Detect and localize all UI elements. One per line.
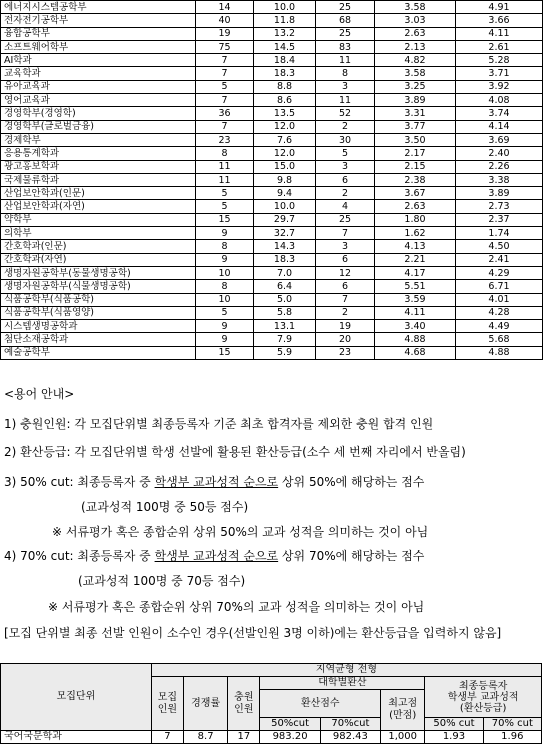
grade70-value: 4.01 bbox=[456, 293, 543, 306]
col-header-grade70: 70% cut bbox=[483, 718, 541, 731]
grade70-value: 2.41 bbox=[456, 253, 543, 266]
col-header-cut70: 70%cut bbox=[320, 718, 380, 731]
quota-value: 7 bbox=[196, 54, 254, 67]
ratio-value: 18.3 bbox=[254, 67, 316, 80]
col-header-ratio: 경쟁률 bbox=[184, 677, 228, 731]
quota-value: 9 bbox=[196, 227, 254, 240]
table-row bbox=[1, 27, 543, 40]
extra-value: 4 bbox=[316, 200, 375, 213]
grade50-value: 3.58 bbox=[375, 67, 456, 80]
extra-value: 3 bbox=[316, 240, 375, 253]
ratio-value: 12.0 bbox=[254, 120, 316, 133]
extra-value: 6 bbox=[316, 280, 375, 293]
table-row bbox=[1, 80, 543, 93]
table-row bbox=[1, 346, 543, 359]
ratio-value: 10.0 bbox=[254, 1, 316, 14]
table-row bbox=[1, 147, 543, 160]
table-row bbox=[1, 240, 543, 253]
table-row bbox=[1, 213, 543, 226]
grade50-value: 1.80 bbox=[375, 213, 456, 226]
grade70-value: 2.73 bbox=[456, 200, 543, 213]
grade50-value: 3.58 bbox=[375, 1, 456, 14]
note-item-3 bbox=[4, 473, 424, 490]
grade50-value: 4.82 bbox=[375, 54, 456, 67]
ratio-value: 15.0 bbox=[254, 160, 316, 173]
col-header-grade50: 50% cut bbox=[425, 718, 483, 731]
ratio-value: 8.6 bbox=[254, 94, 316, 107]
unit-name: 식품공학부(식품공학) bbox=[1, 293, 196, 306]
note-item-4-emphasis: 학생부 교과성적 순으로 bbox=[154, 549, 279, 563]
note-item-2: 2) 환산등급: 각 모집단위별 학생 선발에 활용된 환산등급(소수 세 번째 자리에서 반올림) bbox=[4, 445, 466, 459]
grade70-value: 2.40 bbox=[456, 147, 543, 160]
unit-name: 전자전기공학부 bbox=[1, 14, 196, 27]
ratio-value: 9.8 bbox=[254, 173, 316, 186]
table-row bbox=[1, 94, 543, 107]
notes-footer: [모집 단위별 최종 선발 인원이 소수인 경우(선발인원 3명 이하)에는 환산등급을 입력하지 않음] bbox=[4, 626, 502, 640]
extra-value: 2 bbox=[316, 306, 375, 319]
ratio-value: 7.9 bbox=[254, 333, 316, 346]
extra-value: 8 bbox=[316, 67, 375, 80]
quota-value: 10 bbox=[196, 266, 254, 279]
extra-value: 25 bbox=[316, 213, 375, 226]
ratio-value: 14.3 bbox=[254, 240, 316, 253]
quota-value: 15 bbox=[196, 346, 254, 359]
unit-name: 산업보안학과(인문) bbox=[1, 187, 196, 200]
grade70-value: 4.49 bbox=[456, 320, 543, 333]
unit-name: AI학과 bbox=[1, 54, 196, 67]
extra-value: 19 bbox=[316, 320, 375, 333]
note-item-3-emphasis: 학생부 교과성적 순으로 bbox=[154, 475, 279, 489]
ratio-value: 8.8 bbox=[254, 80, 316, 93]
grade50-value: 3.59 bbox=[375, 293, 456, 306]
table-row bbox=[1, 1, 543, 14]
grade50-value: 3.31 bbox=[375, 107, 456, 120]
unit-name: 광고홍보학과 bbox=[1, 160, 196, 173]
quota-value: 14 bbox=[196, 1, 254, 14]
col-header-max-score: 최고점 (만점) bbox=[381, 690, 425, 731]
extra-value: 25 bbox=[316, 1, 375, 14]
ratio-value: 7.0 bbox=[254, 266, 316, 279]
ratio-value: 10.0 bbox=[254, 200, 316, 213]
extra-value: 7 bbox=[316, 293, 375, 306]
unit-name: 생명자원공학부(동물생명공학) bbox=[1, 266, 196, 279]
unit-name: 국어국문학과 bbox=[1, 731, 152, 744]
max-score-value: 1,000 bbox=[381, 731, 425, 744]
grade70-value: 3.69 bbox=[456, 133, 543, 146]
table-row bbox=[1, 54, 543, 67]
unit-name: 시스템생명공학과 bbox=[1, 320, 196, 333]
note-item-3-sub: (교과성적 100명 중 50등 점수) bbox=[81, 500, 249, 514]
grade50-value: 4.68 bbox=[375, 346, 456, 359]
ratio-value: 7.6 bbox=[254, 133, 316, 146]
ratio-value: 6.4 bbox=[254, 280, 316, 293]
quota-value: 40 bbox=[196, 14, 254, 27]
grade70-value: 4.50 bbox=[456, 240, 543, 253]
grade50-value: 3.03 bbox=[375, 14, 456, 27]
note-item-4-suffix: 상위 70%에 해당하는 점수 bbox=[278, 549, 425, 563]
table-row bbox=[1, 227, 543, 240]
grade50-value: 4.17 bbox=[375, 266, 456, 279]
unit-name: 경영학부(글로벌금융) bbox=[1, 120, 196, 133]
table-row bbox=[1, 280, 543, 293]
admission-results-body bbox=[1, 1, 543, 360]
ratio-value: 14.5 bbox=[254, 40, 316, 53]
extra-value: 11 bbox=[316, 54, 375, 67]
grade50-value: 3.25 bbox=[375, 80, 456, 93]
extra-value: 2 bbox=[316, 120, 375, 133]
ratio-value: 5.0 bbox=[254, 293, 316, 306]
ratio-value: 11.8 bbox=[254, 14, 316, 27]
grade70-value: 4.88 bbox=[456, 346, 543, 359]
unit-name: 소프트웨어학부 bbox=[1, 40, 196, 53]
extra-value: 6 bbox=[316, 253, 375, 266]
ratio-value: 13.2 bbox=[254, 27, 316, 40]
unit-name: 간호학과(인문) bbox=[1, 240, 196, 253]
quota-value: 8 bbox=[196, 240, 254, 253]
grade70-value: 3.71 bbox=[456, 67, 543, 80]
table-row bbox=[1, 40, 543, 53]
table-row bbox=[1, 187, 543, 200]
group-header: 지역균형 전형 bbox=[151, 664, 541, 677]
terms-guide-title: <용어 안내> bbox=[4, 387, 75, 401]
grade70-value: 3.74 bbox=[456, 107, 543, 120]
note-item-4 bbox=[4, 547, 424, 564]
unit-name: 식품공학부(식품영양) bbox=[1, 306, 196, 319]
quota-value: 15 bbox=[196, 213, 254, 226]
extra-value: 12 bbox=[316, 266, 375, 279]
grade50-value: 2.63 bbox=[375, 27, 456, 40]
grade50-value: 4.13 bbox=[375, 240, 456, 253]
grade50-value: 4.88 bbox=[375, 333, 456, 346]
table-row bbox=[1, 160, 543, 173]
unit-name: 국제물류학과 bbox=[1, 173, 196, 186]
unit-name: 영어교육과 bbox=[1, 94, 196, 107]
extra-value: 23 bbox=[316, 346, 375, 359]
quota-value: 36 bbox=[196, 107, 254, 120]
table-row bbox=[1, 133, 543, 146]
grade70-value: 6.71 bbox=[456, 280, 543, 293]
unit-name: 의학부 bbox=[1, 227, 196, 240]
grade50-value: 1.93 bbox=[425, 731, 483, 744]
extra-value: 25 bbox=[316, 27, 375, 40]
grade50-value: 3.77 bbox=[375, 120, 456, 133]
grade50-value: 2.13 bbox=[375, 40, 456, 53]
note-item-4-sub: (교과성적 100명 중 70등 점수) bbox=[78, 574, 246, 588]
extra-value: 30 bbox=[316, 133, 375, 146]
note-item-3-caution: ※ 서류평가 혹은 종합순위 상위 50%의 교과 성적을 의미하는 것이 아님 bbox=[52, 525, 429, 539]
note-item-4-prefix: 4) 70% cut: 최종등록자 중 bbox=[4, 549, 155, 563]
unit-name: 생명자원공학부(식물생명공학) bbox=[1, 280, 196, 293]
quota-value: 10 bbox=[196, 293, 254, 306]
grade50-value: 2.15 bbox=[375, 160, 456, 173]
quota-value: 19 bbox=[196, 27, 254, 40]
cut70-value: 982.43 bbox=[320, 731, 380, 744]
extra-value: 6 bbox=[316, 173, 375, 186]
grade70-value: 3.66 bbox=[456, 14, 543, 27]
unit-name: 약학부 bbox=[1, 213, 196, 226]
extra-value: 5 bbox=[316, 147, 375, 160]
grade70-value: 1.96 bbox=[483, 731, 541, 744]
ratio-value: 32.7 bbox=[254, 227, 316, 240]
grade50-value: 4.11 bbox=[375, 306, 456, 319]
table-row bbox=[1, 253, 543, 266]
note-item-3-suffix: 상위 50%에 해당하는 점수 bbox=[278, 475, 425, 489]
extra-value: 52 bbox=[316, 107, 375, 120]
quota-value: 9 bbox=[196, 253, 254, 266]
unit-name: 응용통계학과 bbox=[1, 147, 196, 160]
col-header-cut50: 50%cut bbox=[260, 718, 320, 731]
grade50-value: 2.17 bbox=[375, 147, 456, 160]
grade50-value: 2.21 bbox=[375, 253, 456, 266]
extra-value: 68 bbox=[316, 14, 375, 27]
unit-name: 산업보안학과(자연) bbox=[1, 200, 196, 213]
quota-value: 9 bbox=[196, 333, 254, 346]
grade50-value: 2.38 bbox=[375, 173, 456, 186]
col-header-extra: 충원 인원 bbox=[228, 677, 260, 731]
ratio-value: 8.7 bbox=[184, 731, 228, 744]
unit-name: 유아교육과 bbox=[1, 80, 196, 93]
unit-name: 교육학과 bbox=[1, 67, 196, 80]
unit-name: 예술공학부 bbox=[1, 346, 196, 359]
ratio-value: 5.8 bbox=[254, 306, 316, 319]
grade50-value: 3.89 bbox=[375, 94, 456, 107]
col-header-final-grade: 최종등록자 학생부 교과성적 (환산등급) bbox=[425, 677, 542, 718]
table-row bbox=[1, 120, 543, 133]
ratio-value: 13.5 bbox=[254, 107, 316, 120]
ratio-value: 18.4 bbox=[254, 54, 316, 67]
note-item-3-prefix: 3) 50% cut: 최종등록자 중 bbox=[4, 475, 155, 489]
grade70-value: 2.26 bbox=[456, 160, 543, 173]
quota-value: 11 bbox=[196, 160, 254, 173]
table-row bbox=[1, 67, 543, 80]
ratio-value: 13.1 bbox=[254, 320, 316, 333]
unit-name: 간호학과(자연) bbox=[1, 253, 196, 266]
grade50-value: 3.40 bbox=[375, 320, 456, 333]
col-header-quota: 모집 인원 bbox=[151, 677, 183, 731]
grade70-value: 2.37 bbox=[456, 213, 543, 226]
unit-name: 융합공학부 bbox=[1, 27, 196, 40]
quota-value: 8 bbox=[196, 147, 254, 160]
grade70-value: 4.11 bbox=[456, 27, 543, 40]
col-header-univ-conv: 대학별환산 bbox=[260, 677, 425, 690]
table-row bbox=[1, 200, 543, 213]
cut50-value: 983.20 bbox=[260, 731, 320, 744]
extra-value: 3 bbox=[316, 80, 375, 93]
extra-value: 3 bbox=[316, 160, 375, 173]
grade70-value: 4.08 bbox=[456, 94, 543, 107]
extra-value: 17 bbox=[228, 731, 260, 744]
extra-value: 7 bbox=[316, 227, 375, 240]
table-row bbox=[1, 173, 543, 186]
quota-value: 9 bbox=[196, 320, 254, 333]
grade70-value: 4.14 bbox=[456, 120, 543, 133]
quota-value: 7 bbox=[151, 731, 183, 744]
table-row bbox=[1, 320, 543, 333]
ratio-value: 12.0 bbox=[254, 147, 316, 160]
grade70-value: 3.89 bbox=[456, 187, 543, 200]
grade50-value: 3.50 bbox=[375, 133, 456, 146]
table-row bbox=[1, 306, 543, 319]
unit-name: 첨단소재공학과 bbox=[1, 333, 196, 346]
quota-value: 7 bbox=[196, 120, 254, 133]
grade50-value: 5.51 bbox=[375, 280, 456, 293]
note-item-1: 1) 충원인원: 각 모집단위별 최종등록자 기준 최초 합격자를 제외한 충원 합격 인원 bbox=[4, 417, 434, 431]
quota-value: 7 bbox=[196, 94, 254, 107]
regional-balance-table bbox=[0, 663, 542, 744]
quota-value: 5 bbox=[196, 306, 254, 319]
grade70-value: 1.74 bbox=[456, 227, 543, 240]
grade70-value: 4.91 bbox=[456, 1, 543, 14]
unit-name: 경제학부 bbox=[1, 133, 196, 146]
unit-name: 경영학부(경영학) bbox=[1, 107, 196, 120]
table-row bbox=[1, 14, 543, 27]
extra-value: 2 bbox=[316, 187, 375, 200]
grade70-value: 3.38 bbox=[456, 173, 543, 186]
grade70-value: 4.28 bbox=[456, 306, 543, 319]
quota-value: 5 bbox=[196, 187, 254, 200]
unit-name: 에너지시스템공학부 bbox=[1, 1, 196, 14]
table-row bbox=[1, 293, 543, 306]
table-row bbox=[1, 266, 543, 279]
grade70-value: 2.61 bbox=[456, 40, 543, 53]
note-item-4-caution: ※ 서류평가 혹은 종합순위 상위 70%의 교과 성적을 의미하는 것이 아님 bbox=[48, 600, 425, 614]
grade70-value: 5.28 bbox=[456, 54, 543, 67]
quota-value: 7 bbox=[196, 67, 254, 80]
quota-value: 8 bbox=[196, 280, 254, 293]
grade50-value: 2.63 bbox=[375, 200, 456, 213]
col-header-conv-score: 환산점수 bbox=[260, 690, 381, 718]
grade70-value: 5.68 bbox=[456, 333, 543, 346]
grade70-value: 3.92 bbox=[456, 80, 543, 93]
quota-value: 5 bbox=[196, 80, 254, 93]
col-header-unit: 모집단위 bbox=[1, 664, 152, 731]
ratio-value: 29.7 bbox=[254, 213, 316, 226]
grade50-value: 3.67 bbox=[375, 187, 456, 200]
quota-value: 11 bbox=[196, 173, 254, 186]
grade70-value: 4.29 bbox=[456, 266, 543, 279]
table-row bbox=[1, 333, 543, 346]
extra-value: 83 bbox=[316, 40, 375, 53]
admission-results-table bbox=[0, 0, 543, 360]
ratio-value: 5.9 bbox=[254, 346, 316, 359]
table-row bbox=[1, 107, 543, 120]
ratio-value: 9.4 bbox=[254, 187, 316, 200]
extra-value: 20 bbox=[316, 333, 375, 346]
grade50-value: 1.62 bbox=[375, 227, 456, 240]
quota-value: 75 bbox=[196, 40, 254, 53]
extra-value: 11 bbox=[316, 94, 375, 107]
quota-value: 5 bbox=[196, 200, 254, 213]
quota-value: 23 bbox=[196, 133, 254, 146]
table-row bbox=[1, 731, 542, 744]
ratio-value: 18.3 bbox=[254, 253, 316, 266]
